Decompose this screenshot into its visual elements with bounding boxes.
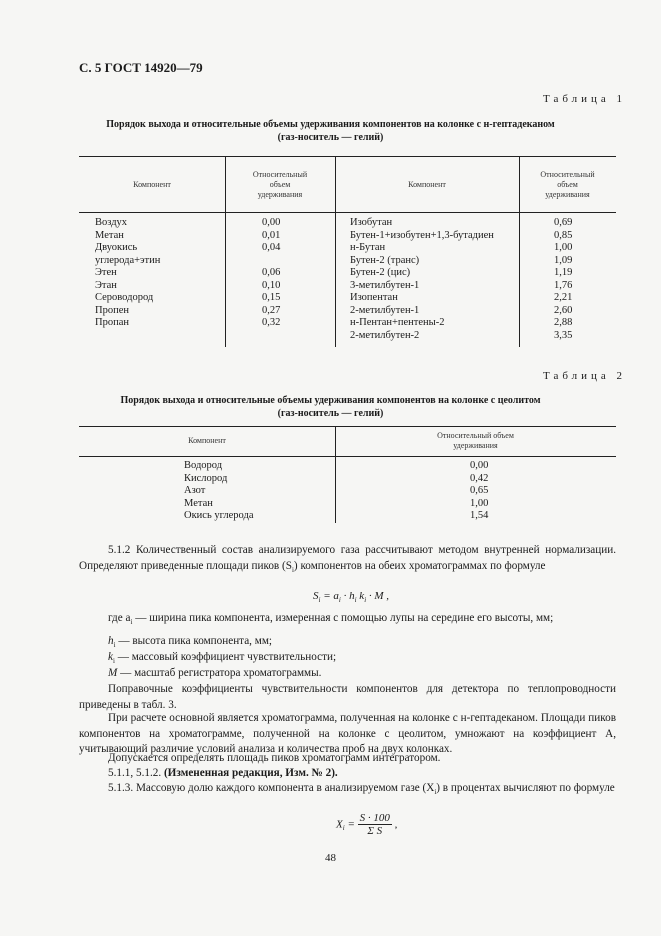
subscript: i <box>318 596 321 605</box>
table2-title-line1: Порядок выхода и относительные объемы удерживания компонентов на колонке с цеолитом <box>120 395 541 406</box>
text-run: — масштаб регистратора хроматограммы. <box>117 667 322 679</box>
table-cell: 0,42 <box>470 472 489 484</box>
table-cell: 0,10 <box>262 279 281 291</box>
where-a <box>79 611 616 631</box>
text-run: — массовый коэффициент чувствительности; <box>114 651 337 663</box>
table-cell: 2,60 <box>554 304 573 316</box>
formula-part: k <box>356 590 365 602</box>
table2-title-line2: (газ-носитель — гелий) <box>277 408 384 419</box>
table2-top-rule <box>79 426 616 427</box>
table-cell: Метан <box>95 229 124 241</box>
fraction <box>358 812 392 837</box>
table2-title <box>60 394 601 420</box>
amendment-note: (Измененная редакция, Изм. № 2). <box>163 767 338 779</box>
subscript: i <box>338 596 341 605</box>
table1-col-component-2: Компонент <box>408 180 446 189</box>
table1-title-line1: Порядок выхода и относительные объемы удерживания компонентов на колонке с н-гептадеканом <box>106 119 555 130</box>
table-cell <box>262 255 280 268</box>
text-run: При расчете основной является хроматограмма, полученная на колонке с н-гептадеканом. Площади пиков компонентов на хроматограмме, полученной на колонке с цеолитом, умножают на коэффициент A, учитывающий различие условий анализа и количества проб на двух колонках. <box>79 712 616 755</box>
table-cell: 0,32 <box>262 317 281 328</box>
table-cell: 3-метилбутен-1 <box>350 279 420 291</box>
table1-right-values <box>554 217 572 342</box>
formula-part: · h <box>340 590 355 602</box>
formula-part: X <box>336 818 343 831</box>
table-cell: 2-метилбутен-1 <box>350 304 420 316</box>
paragraph-5-1-2 <box>79 543 616 578</box>
text-run: 5.1.1, 5.1.2. <box>108 767 162 779</box>
table-cell: Бутен-2 (транс) <box>350 254 420 266</box>
col-volume-line: Относительный <box>540 170 595 179</box>
table-cell: 1,09 <box>554 254 573 266</box>
col-volume-line: удерживания <box>545 190 590 199</box>
text-run: ) компонентов на обеих хроматограммах по формуле <box>293 559 546 572</box>
table-cell: Кислород <box>184 472 228 484</box>
page-number: 48 <box>325 852 336 864</box>
table-cell: 0,65 <box>470 485 489 496</box>
text-run: Допускается определять площадь пиков хроматограмм интегратором. <box>108 752 441 764</box>
table-cell: 0,00 <box>262 217 281 228</box>
table-cell: 0,04 <box>262 242 281 253</box>
table-cell: Воздух <box>95 217 128 228</box>
table-cell: 0,69 <box>554 217 573 228</box>
col-volume-line: объем <box>557 180 578 189</box>
table-cell: 1,76 <box>554 279 573 291</box>
subscript: i <box>112 657 115 666</box>
table-cell: 1,00 <box>554 242 573 253</box>
paragraph-coefficients <box>79 682 616 713</box>
table-cell: н-Пентан+пентены-2 <box>350 317 445 328</box>
formula-part: , <box>394 818 398 831</box>
table-cell: 1,54 <box>470 510 489 521</box>
table-cell: 2-метилбутен-2 <box>350 329 420 341</box>
page-header: С. 5 ГОСТ 14920—79 <box>79 60 203 75</box>
fraction-denominator: Σ S <box>367 825 383 837</box>
table1-top-rule <box>79 156 616 157</box>
table-cell: Изопентан <box>350 292 398 303</box>
table-cell: 0,27 <box>262 304 281 316</box>
table-cell: Сероводород <box>95 292 154 303</box>
formula-x: $X_i$ = $\frac{S \cdot 100}{\text{Σ S}}$ , <box>336 812 398 837</box>
symbol-m: M <box>108 667 118 679</box>
table-cell: 0,15 <box>262 292 281 303</box>
paragraph-5-1-3 <box>79 781 616 801</box>
table-cell: углерода+этин <box>95 254 161 266</box>
table1-title <box>60 118 601 144</box>
table1-label: Таблица 1 <box>543 93 627 105</box>
table1-title-line2: (газ-носитель — гелий) <box>277 132 384 143</box>
col-volume-line: объем <box>269 180 291 189</box>
paragraph-integrator <box>79 751 616 767</box>
formula-part: S <box>313 590 319 602</box>
table-cell: Бутен-2 (цис) <box>350 267 411 278</box>
subscript: i <box>434 788 437 797</box>
table1-header-rule <box>79 212 616 213</box>
table2-values <box>470 460 488 523</box>
table-cell: Этен <box>95 267 117 278</box>
table1-col-component: Компонент <box>133 180 171 189</box>
table-cell: 1,19 <box>554 267 573 278</box>
table-cell: Бутен-1+изобутен+1,3-бутадиен <box>350 229 494 241</box>
table-cell: Двуокись <box>95 242 138 253</box>
table-cell: Пропен <box>95 304 129 316</box>
text-run: 5.1.2 Количественный состав анализируемого газа рассчитывают методом внутренней нормализации. Определяют приведенные площади пиков (S <box>79 544 616 572</box>
table-cell: Этан <box>95 279 117 291</box>
subscript: i <box>130 618 133 627</box>
subscript: i <box>113 641 116 650</box>
text-run: 5.1.3. Массовую долю каждого компонента в анализируемом газе (X <box>108 782 435 794</box>
table2-header-rule <box>79 456 616 457</box>
subscript: i <box>354 596 357 605</box>
formula-part: = a <box>320 590 339 602</box>
text-run: ) в процентах вычисляют по формуле <box>436 782 615 794</box>
formula-s <box>313 590 389 604</box>
table-cell: 0,00 <box>470 460 489 471</box>
table-cell: 0,06 <box>262 267 281 278</box>
col-volume-line: Относительный объем <box>437 431 514 440</box>
symbol-h: h <box>108 635 114 647</box>
table-cell: 2,88 <box>554 317 573 328</box>
table-cell: 0,85 <box>554 229 573 241</box>
table1-col-volume-2 <box>519 170 616 200</box>
where-m <box>108 666 616 682</box>
table-cell: Водород <box>184 460 223 471</box>
table1-col-volume <box>225 170 335 200</box>
table-cell: 1,00 <box>470 497 489 509</box>
table-cell: Метан <box>184 497 213 509</box>
table-cell: 2,21 <box>554 292 573 303</box>
formula-part: · M , <box>366 590 390 602</box>
table-cell: Азот <box>184 485 206 496</box>
text-run: — ширина пика компонента, измеренная с помощью лупы на середине его высоты, мм; <box>132 612 554 624</box>
col-volume-line: удерживания <box>453 441 498 450</box>
table-cell: Окись углерода <box>184 510 254 521</box>
col-volume-line: Относительный <box>252 170 308 179</box>
table2-names <box>184 460 254 523</box>
table2-col-volume <box>335 431 616 451</box>
text-run: где a <box>108 612 131 624</box>
table1-left-names <box>95 217 160 330</box>
table-cell: 3,35 <box>554 329 573 341</box>
table2-label: Таблица 2 <box>543 370 627 382</box>
paragraph-amendment <box>79 766 616 782</box>
table1-right-names <box>350 217 494 342</box>
subscript: i <box>291 565 294 574</box>
table-cell: Изобутан <box>350 217 393 228</box>
col-volume-line: удерживания <box>257 190 303 199</box>
table2-col-component: Компонент <box>188 436 226 445</box>
table-cell: 0,01 <box>262 229 281 241</box>
fraction-numerator: S · 100 <box>359 812 390 824</box>
subscript: i <box>342 824 345 833</box>
subscript: i <box>364 596 367 605</box>
text-run: Поправочные коэффициенты чувствительности компонентов для детектора по теплопроводности приведены в табл. 3. <box>79 683 616 711</box>
table-cell: Пропан <box>95 317 129 328</box>
table1-left-values <box>262 217 280 330</box>
table-cell: н-Бутан <box>350 242 386 253</box>
symbol-k: k <box>108 651 113 663</box>
text-run: — высота пика компонента, мм; <box>115 635 273 647</box>
